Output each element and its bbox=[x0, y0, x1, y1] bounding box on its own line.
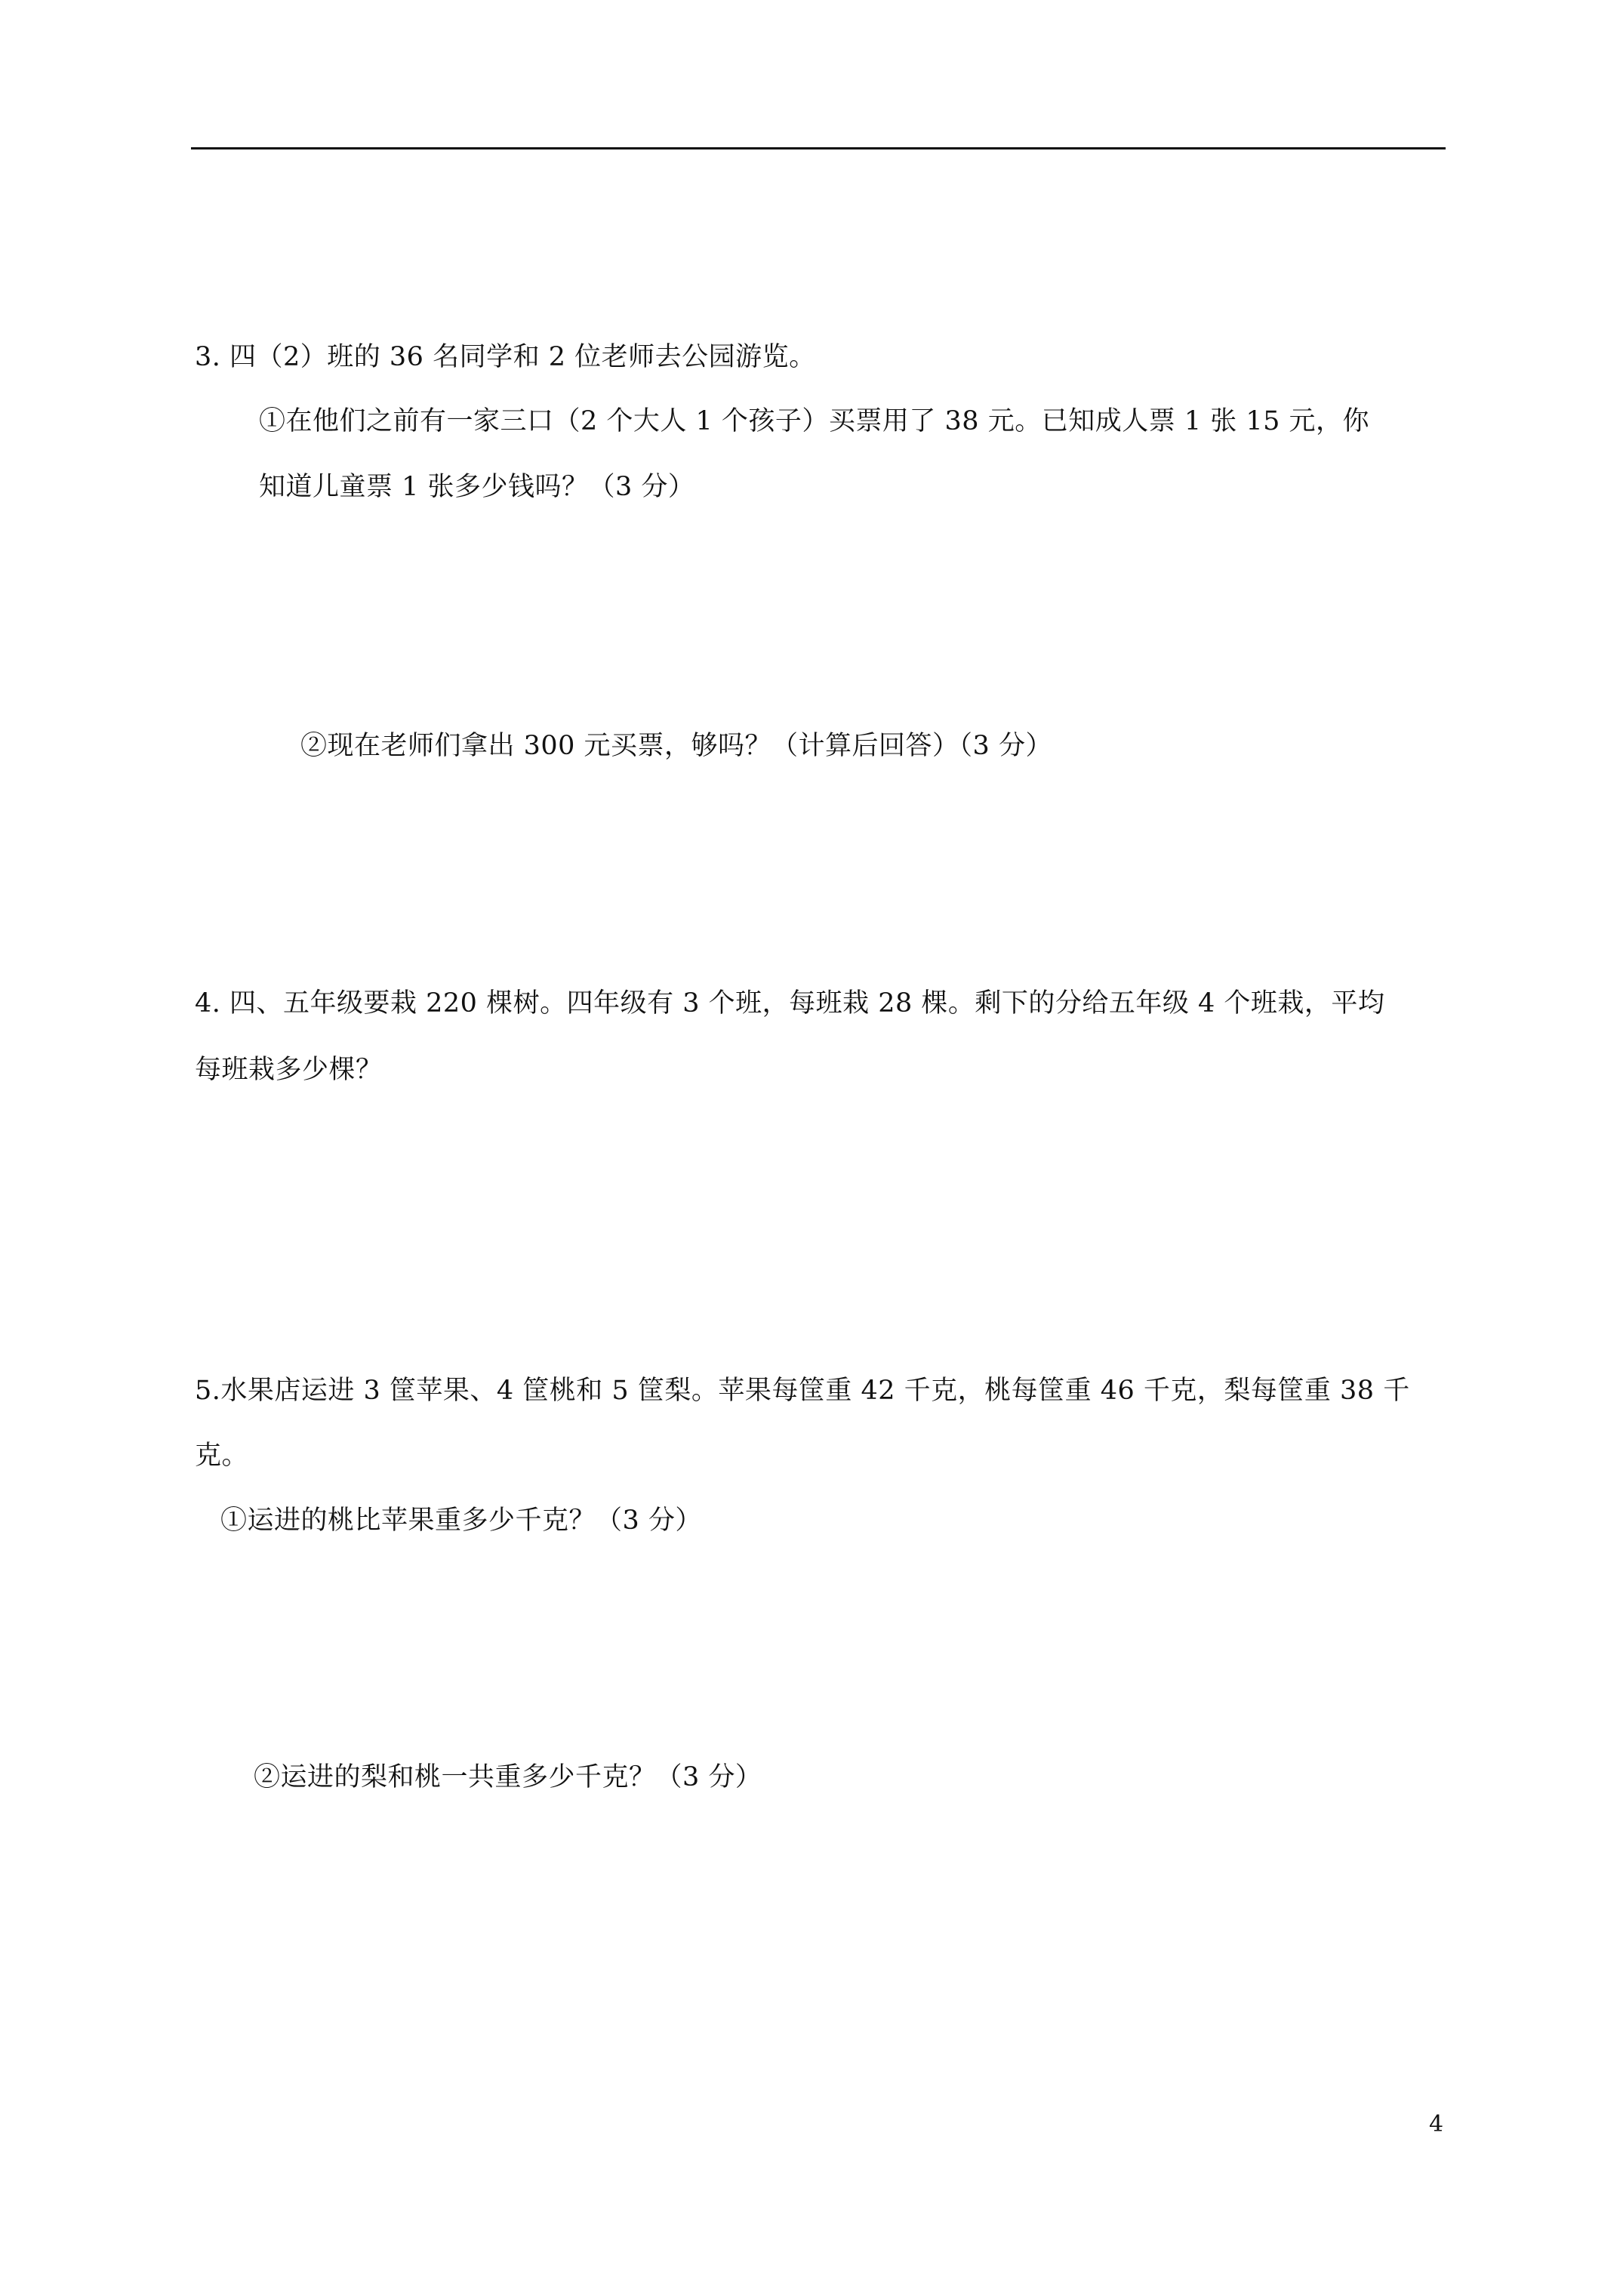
question-3-part-1-line-2: 知道儿童票 1 张多少钱吗？（3 分） bbox=[259, 472, 695, 502]
header-rule bbox=[191, 147, 1446, 149]
question-3-part-1-line-1: ①在他们之前有一家三口（2 个大人 1 个孩子）买票用了 38 元。已知成人票 1 张 15 元，你 bbox=[259, 406, 1370, 436]
question-4-line-2: 每班栽多少棵？ bbox=[195, 1055, 383, 1085]
page-number: 4 bbox=[1429, 2111, 1444, 2137]
question-4-line-1: 4. 四、五年级要栽 220 棵树。四年级有 3 个班，每班栽 28 棵。剩下的分给五年级 4 个班栽，平均 bbox=[195, 988, 1385, 1019]
question-3-part-2: ②现在老师们拿出 300 元买票，够吗？（计算后回答）（3 分） bbox=[300, 731, 1052, 761]
question-5-line-1: 5.水果店运进 3 筐苹果、4 筐桃和 5 筐梨。苹果每筐重 42 千克，桃每筐重 46 千克，梨每筐重 38 千 bbox=[195, 1376, 1410, 1406]
question-5-line-2: 克。 bbox=[195, 1441, 249, 1471]
question-3-stem: 3. 四（2）班的 36 名同学和 2 位老师去公园游览。 bbox=[195, 342, 816, 372]
question-5-part-1: ①运进的桃比苹果重多少千克？（3 分） bbox=[220, 1505, 702, 1536]
question-5-part-2: ②运进的梨和桃一共重多少千克？（3 分） bbox=[254, 1762, 762, 1792]
